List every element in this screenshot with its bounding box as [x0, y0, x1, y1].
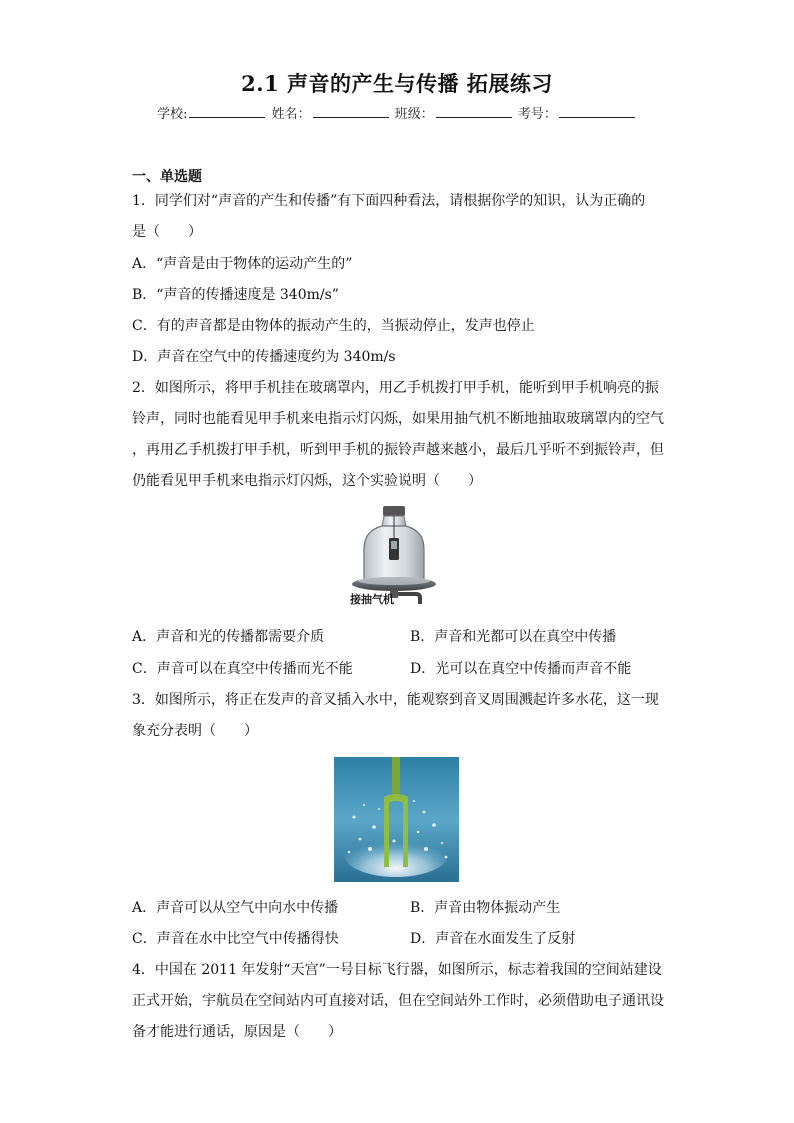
q4-stem-line2: 正式开始，宇航员在空间站内可直接对话，但在空间站外工作时，必须借助电子通讯设 — [132, 993, 664, 1009]
q2-stem-line2: 铃声，同时也能看见甲手机来电指示灯闪烁，如果用抽气机不断地抽取玻璃罩内的空气 — [132, 411, 664, 427]
q3-option-d: D．声音在水面发生了反射 — [410, 931, 576, 947]
student-info-row — [0, 103, 794, 122]
q1-option-d: D．声音在空气中的传播速度约为 340m/s — [132, 349, 396, 365]
class-label: 班级： — [394, 107, 434, 122]
q3-option-a: A．声音可以从空气中向水中传播 — [132, 900, 339, 916]
name-blank[interactable] — [313, 105, 389, 118]
q1-option-a: A．“声音是由于物体的运动产生的” — [132, 256, 353, 272]
bell-jar-figure — [346, 504, 442, 610]
q1-option-c: C．有的声音都是由物体的振动产生的，当振动停止，发声也停止 — [132, 318, 535, 334]
q3-option-b: B．声音由物体振动产生 — [410, 900, 561, 916]
q2-option-d: D．光可以在真空中传播而声音不能 — [410, 661, 632, 677]
q1-option-b: B．“声音的传播速度是 340m/s” — [132, 287, 339, 303]
q1-stem-line1: 1．同学们对“声音的产生和传播”有下面四种看法，请根据你学的知识，认为正确的 — [132, 193, 646, 209]
name-label: 姓名： — [271, 107, 311, 122]
q4-stem-line1: 4．中国在 2011 年发射“天宫”一号目标飞行器，如图所示，标志着我国的空间站建设 — [132, 962, 662, 978]
q4-stem-line3: 备才能进行通话，原因是（ ） — [132, 1024, 342, 1040]
fork-handle-shape — [392, 757, 400, 799]
q3-stem-line1: 3．如图所示，将正在发声的音叉插入水中，能观察到音叉周围溅起许多水花，这一现 — [132, 692, 659, 708]
q2-option-a: A．声音和光的传播都需要介质 — [132, 629, 325, 645]
school-blank[interactable] — [189, 105, 265, 118]
page-title: 2.1 声音的产生与传播 拓展练习 — [241, 71, 553, 96]
q2-stem-line3: ，再用乙手机拨打甲手机，听到甲手机的振铃声越来越小，最后几乎听不到振铃声，但 — [132, 442, 664, 458]
q3-stem-line2: 象充分表明（ ） — [132, 723, 258, 739]
q2-stem-line1: 2．如图所示，将甲手机挂在玻璃罩内，用乙手机拨打甲手机，能听到甲手机响亮的振 — [132, 380, 659, 396]
exam-number-label: 考号： — [517, 107, 557, 122]
school-label: 学校: — [157, 107, 188, 122]
stopper-shape — [383, 506, 405, 516]
figure-label: 接抽气机 — [350, 593, 394, 606]
q2-option-b: B．声音和光都可以在真空中传播 — [410, 629, 617, 645]
exam-number-blank[interactable] — [559, 105, 635, 118]
q2-option-c: C．声音可以在真空中传播而光不能 — [132, 661, 353, 677]
tuning-fork-water-figure — [334, 757, 459, 882]
q1-stem-line2: 是（ ） — [132, 224, 202, 240]
q3-option-c: C．声音在水中比空气中传播得快 — [132, 931, 339, 947]
section-heading: 一、单选题 — [132, 169, 202, 185]
class-blank[interactable] — [436, 105, 512, 118]
q2-stem-line4: 仍能看见甲手机来电指示灯闪烁，这个实验说明（ ） — [132, 473, 482, 489]
